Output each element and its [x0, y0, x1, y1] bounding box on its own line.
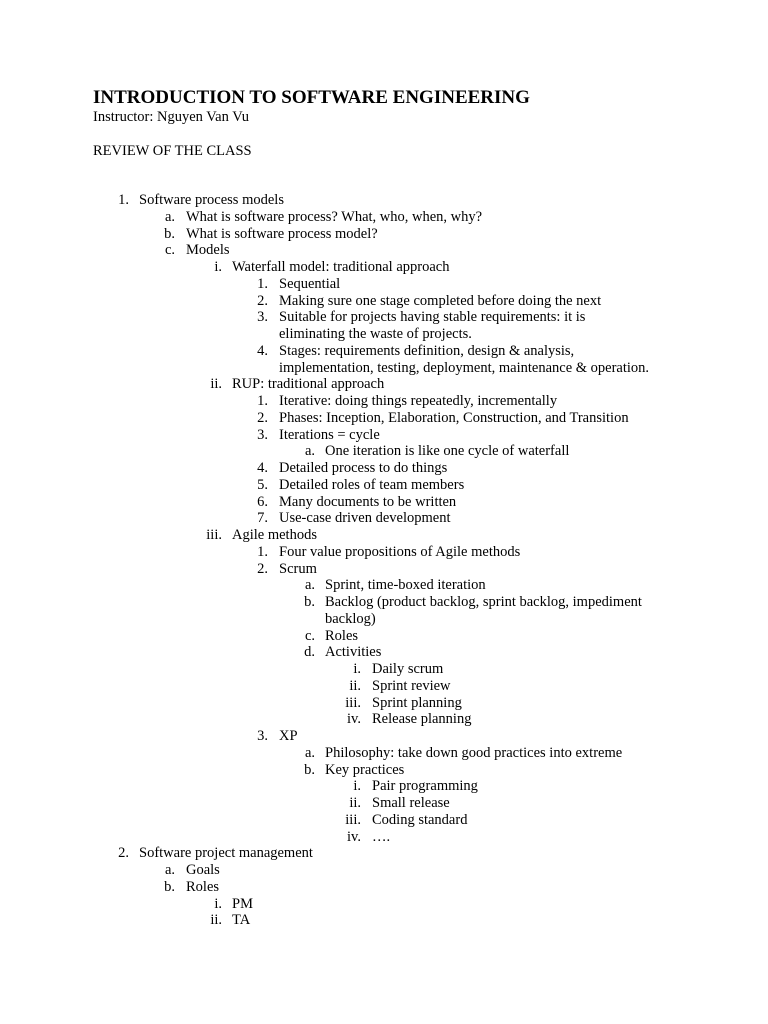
outline-item [0, 326, 768, 343]
outline-item [0, 611, 768, 628]
outline-item [0, 628, 768, 645]
outline-item-text: One iteration is like one cycle of waterfall [325, 443, 570, 460]
outline-item-marker: 4. [257, 460, 268, 476]
outline-item-text: Software project management [139, 845, 313, 862]
outline-item-marker: iii. [206, 527, 222, 543]
outline-item-text: What is software process model? [186, 225, 378, 242]
outline-item-text: Sequential [279, 275, 341, 292]
outline-item-text: Iterative: doing things repeatedly, incrementally [279, 393, 558, 409]
outline-item-text: Iterations = cycle [279, 426, 380, 443]
outline-item [0, 376, 768, 393]
outline-item-marker: b. [304, 594, 315, 610]
outline-item-marker: b. [164, 878, 175, 895]
outline-item [0, 762, 768, 779]
outline-item-text: Roles [325, 627, 359, 644]
outline-item-marker: ii. [349, 795, 361, 811]
outline-item-text: Goals [186, 862, 220, 878]
outline-item-text: Models [186, 242, 230, 259]
outline-item [0, 443, 768, 460]
outline-item [0, 192, 768, 209]
outline-item [0, 829, 768, 846]
outline-item-marker: c. [164, 242, 175, 259]
outline-item-marker: 3. [257, 728, 268, 744]
outline-item-text: TA [232, 912, 251, 929]
outline-item [0, 410, 768, 427]
outline-item-text: Philosophy: take down good practices into extreme [325, 744, 623, 761]
outline-item [0, 644, 768, 661]
outline-item-marker: b. [164, 225, 175, 242]
outline-item-marker: iii. [345, 694, 361, 711]
outline-item [0, 293, 768, 310]
outline-item-marker: 4. [257, 342, 268, 359]
outline-item-text: Sprint review [372, 677, 451, 694]
outline-item [0, 896, 768, 913]
outline-item-marker: a. [164, 862, 175, 878]
outline-item [0, 494, 768, 511]
outline-item [0, 695, 768, 712]
outline-item [0, 561, 768, 578]
outline-item [0, 711, 768, 728]
outline-item-text: Backlog (product backlog, sprint backlog, impediment [325, 594, 642, 610]
outline-item-text: Four value propositions of Agile methods [279, 543, 521, 560]
outline-item [0, 226, 768, 243]
outline-item [0, 242, 768, 259]
outline-item-text: Roles [186, 878, 220, 895]
outline-item-marker: d. [304, 644, 315, 661]
outline-item [0, 276, 768, 293]
outline-item [0, 510, 768, 527]
outline-item-marker: c. [304, 627, 315, 644]
outline-item-text: Detailed process to do things [279, 460, 448, 476]
document-title: INTRODUCTION TO SOFTWARE ENGINEERING [93, 87, 530, 108]
outline-item-text: Sprint planning [372, 694, 462, 711]
outline-item-text: …. [372, 828, 391, 845]
outline-item-text: Making sure one stage completed before doing the next [279, 292, 602, 309]
outline-item [0, 594, 768, 611]
outline-item [0, 360, 768, 377]
outline-item-text: Release planning [372, 711, 472, 728]
outline-item-marker: 2. [118, 845, 129, 862]
section-heading: REVIEW OF THE CLASS [93, 143, 252, 159]
outline-item [0, 577, 768, 594]
outline-item-marker: ii. [210, 376, 222, 393]
review-outline [0, 192, 768, 929]
outline-item [0, 259, 768, 276]
outline-item-marker: 2. [257, 560, 268, 577]
outline-item-marker: i. [214, 895, 222, 912]
outline-item-marker: 2. [257, 409, 268, 426]
outline-item-marker: i. [353, 778, 361, 795]
outline-item-text: RUP: traditional approach [232, 376, 385, 393]
outline-item-marker: 3. [257, 309, 268, 326]
outline-item [0, 661, 768, 678]
outline-item-text: Suitable for projects having stable requirements: it is [279, 309, 586, 326]
instructor-line: Instructor: Nguyen Van Vu [93, 109, 250, 125]
outline-item-marker: i. [353, 661, 361, 677]
outline-item [0, 879, 768, 896]
outline-item-text: Scrum [279, 560, 317, 577]
outline-item-text: Small release [372, 795, 450, 811]
outline-item [0, 427, 768, 444]
outline-item-text: Phases: Inception, Elaboration, Construction, and Transition [279, 409, 629, 426]
outline-item-text: eliminating the waste of projects. [279, 326, 472, 342]
outline-item-marker: iv. [347, 828, 361, 845]
outline-item-marker: iii. [345, 811, 361, 828]
outline-item [0, 778, 768, 795]
outline-item [0, 544, 768, 561]
outline-item [0, 209, 768, 226]
outline-item [0, 527, 768, 544]
outline-item-marker: 1. [118, 192, 129, 208]
outline-item-marker: 1. [257, 275, 268, 292]
outline-item-marker: ii. [349, 677, 361, 694]
outline-item-text: Key practices [325, 761, 405, 778]
outline-item-marker: a. [304, 744, 315, 761]
outline-item-marker: a. [304, 577, 315, 594]
outline-item-text: implementation, testing, deployment, maintenance & operation. [279, 359, 650, 376]
outline-item-text: Software process models [139, 192, 284, 208]
outline-item-text: What is software process? What, who, when, why? [186, 208, 483, 225]
outline-item-text: PM [232, 895, 253, 912]
outline-item-marker: i. [214, 259, 222, 275]
outline-item-text: Coding standard [372, 811, 468, 828]
outline-item-marker: a. [164, 208, 175, 225]
outline-item [0, 343, 768, 360]
outline-item-marker: ii. [210, 912, 222, 929]
outline-item-text: Pair programming [372, 778, 478, 795]
outline-item [0, 309, 768, 326]
outline-item [0, 745, 768, 762]
outline-item-marker: 3. [257, 426, 268, 443]
outline-item [0, 728, 768, 745]
outline-item-marker: a. [304, 443, 315, 460]
outline-item [0, 912, 768, 929]
outline-item [0, 862, 768, 879]
outline-item-text: Daily scrum [372, 661, 444, 677]
outline-item [0, 477, 768, 494]
outline-item-text: Many documents to be written [279, 493, 457, 510]
outline-item-text: backlog) [325, 610, 376, 627]
outline-item [0, 678, 768, 695]
outline-item-marker: 7. [257, 510, 268, 527]
outline-item-text: XP [279, 728, 298, 744]
outline-item-marker: b. [304, 761, 315, 778]
outline-item-text: Detailed roles of team members [279, 476, 465, 493]
outline-item-marker: iv. [347, 711, 361, 728]
outline-item [0, 845, 768, 862]
outline-item [0, 812, 768, 829]
outline-item-marker: 1. [257, 543, 268, 560]
outline-item-text: Stages: requirements definition, design & analysis, [279, 342, 575, 359]
outline-item-text: Waterfall model: traditional approach [232, 259, 450, 275]
outline-item-marker: 1. [257, 393, 268, 409]
outline-item [0, 460, 768, 477]
outline-item-text: Sprint, time-boxed iteration [325, 577, 486, 594]
outline-item [0, 795, 768, 812]
outline-item-marker: 6. [257, 493, 268, 510]
outline-item-text: Use-case driven development [279, 510, 451, 527]
outline-item-text: Activities [325, 644, 382, 661]
outline-item-marker: 5. [257, 476, 268, 493]
outline-item [0, 393, 768, 410]
outline-item-text: Agile methods [232, 527, 317, 543]
outline-item-marker: 2. [257, 292, 268, 309]
